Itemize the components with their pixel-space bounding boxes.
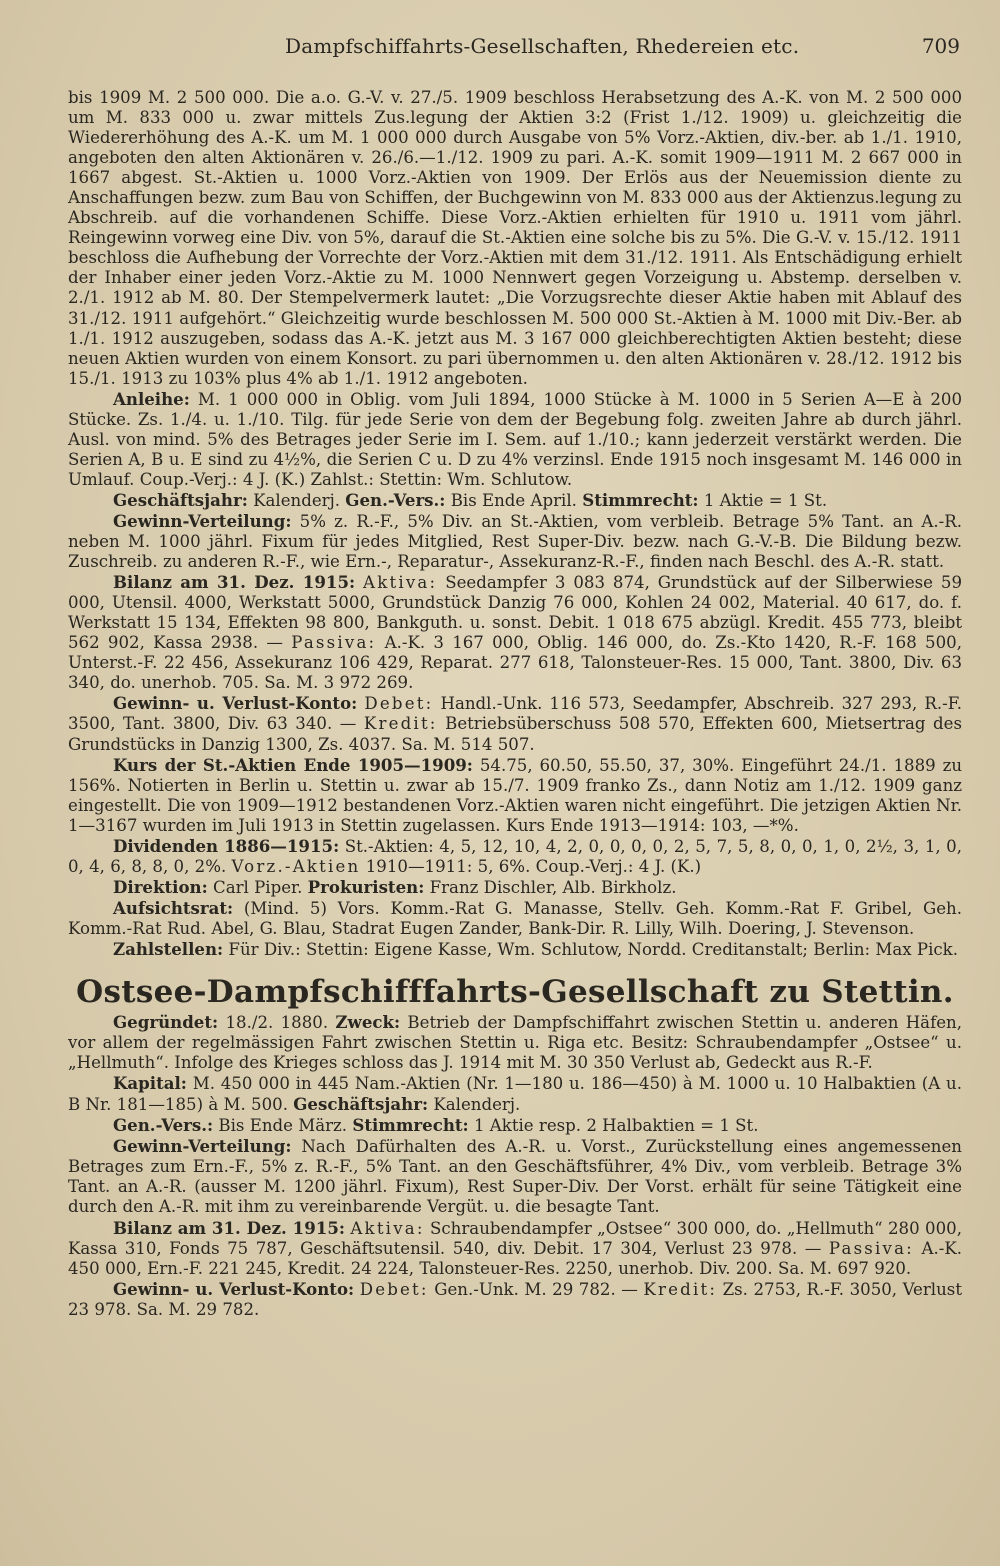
page-header [0, 34, 1000, 64]
kurs-label: Kurs der St.-Aktien Ende 1905—1909: [113, 754, 473, 775]
kapital-paragraph [68, 1073, 962, 1115]
aktiva-text: Seedampfer 3 083 874, Grundstück auf der Silberwiese 59 000, Utensil. 4000, Werkstatt 5000, Grundstück Danzig 76 000, Kohlen 24 002, Material. 40 617, do. f. Werkstatt 15 134, Effekten 98 800, Bankguth. u. sonst. Debit. 1 018 675 abzügl. Kredit. 455 773, bleibt 562 902, Kassa 2938. — [68, 573, 962, 653]
passiva-text-2: A.-K. 450 000, Ern.-F. 221 245, Kredit. 24 224, Talonsteuer-Res. 2250, unerhob. Div. 200. Sa. M. 697 920. [68, 1238, 963, 1278]
genvers-text-2: Bis Ende März. [213, 1116, 353, 1136]
dividenden-label: Dividenden 1886—1915: [113, 835, 340, 856]
dividenden-text: St.-Aktien: 4, 5, 12, 10, 4, 2, 0, 0, 0, 0, 2, 5, 7, 5, 8, 0, 0, 1, 0, 2½, 3, 1, 0, 0, 4, 6, 8, 8, 0, 2%. [68, 836, 962, 876]
aufsichtsrat-paragraph [68, 898, 962, 939]
aktiva-text-2: Schraubendampfer „Ostsee“ 300 000, do. „Hellmuth“ 280 000, Kassa 310, Fonds 75 787, Geschäftsutensil. 540, div. Debit. 17 304, Verlust 23 978. — [68, 1218, 962, 1258]
debet-label-2: Debet: [359, 1279, 429, 1299]
aufsichtsrat-text: (Mind. 5) Vors. Komm.-Rat G. Manasse, Stellv. Geh. Komm.-Rat F. Gribel, Geh. Komm.-Rat Rud. Abel, G. Blau, Stadrat Eugen Zander, Bank-Dir. R. Lilly, Wilh. Doering, J. Stevenson. [68, 898, 962, 938]
dividenden-paragraph [68, 836, 962, 877]
genvers-label-2: Gen.-Vers.: [113, 1115, 214, 1136]
aufsichtsrat-label: Aufsichtsrat: [113, 897, 234, 918]
stimmrecht-label-2: Stimmrecht: [352, 1115, 469, 1136]
stimmrecht-label: Stimmrecht: [582, 489, 699, 510]
stimmrecht-text-2: 1 Aktie resp. 2 Halbaktien = 1 St. [468, 1116, 759, 1136]
geschaeftsjahr-label-2: Geschäftsjahr: [293, 1094, 429, 1115]
zahlstellen-paragraph [68, 939, 962, 960]
vorz-aktien-label: Vorz.-Aktien [231, 856, 361, 876]
gewinn-verteilung-label-2: Gewinn-Verteilung: [113, 1136, 292, 1157]
bilanz-label: Bilanz am 31. Dez. 1915: [113, 572, 356, 593]
prokuristen-text: Franz Dischler, Alb. Birkholz. [424, 877, 677, 897]
gewinn-verteilung-label: Gewinn-Verteilung: [113, 510, 292, 531]
debet-text-2: Gen.-Unk. M. 29 782. — [428, 1279, 644, 1299]
gewinn-verteilung-text-2: Nach Dafürhalten des A.-R. u. Vorst., Zurückstellung eines angemessenen Betrages zum Ern.-F., 5% z. R.-F., 5% Tant. an den Geschäftsführer, 4% Div., vom verbleib. Betrage 3% Tant. an A.-R. (ausser M. 1200 jährl. Fixum), Rest Super-Div. Der Vorst. erhält für seine Tätigkeit eine durch den A.-R. mit ihm zu vereinbarende Vergüt. u. die besagte Tant. [68, 1137, 962, 1217]
gewinn-verteilung-paragraph [68, 511, 962, 572]
direktion-text: Carl Piper. [207, 877, 308, 897]
debet-text: Handl.-Unk. 116 573, Seedampfer, Abschreib. 327 293, R.-F. 3500, Tant. 3800, Div. 63 340. — [68, 694, 962, 734]
zahlstellen-label: Zahlstellen: [113, 938, 224, 959]
zahlstellen-text: Für Div.: Stettin: Eigene Kasse, Wm. Schlutow, Nordd. Creditanstalt; Berlin: Max Pick. [223, 939, 959, 959]
genvers-label: Gen.-Vers.: [345, 489, 446, 510]
page-number: 709 [921, 34, 960, 58]
passiva-label-2: Passiva: [828, 1238, 914, 1258]
kredit-label: Kredit: [363, 714, 438, 734]
bilanz-paragraph [68, 572, 962, 693]
kapital-label: Kapital: [113, 1073, 187, 1094]
prokuristen-label: Prokuristen: [307, 876, 425, 897]
gegruendet-label: Gegründet: [113, 1012, 219, 1033]
capital-history-paragraph: bis 1909 M. 2 500 000. Die a.o. G.-V. v. 27./5. 1909 beschloss Herabsetzung des A.-K. von M. 2 500 000 um M. 833 000 u. zwar mittels Zus.legung der Aktien 3:2 (Frist 1./12. 1909) u. gleichzeitig die Wiedererhöhung des A.-K. um M. 1 000 000 durch Ausgabe von 5% Vorz.-Aktien, div.-ber. ab 1./1. 1910, angeboten den alten Aktionären v. 26./6.—1./12. 1909 zu pari. A.-K. somit 1909—1911 M. 2 667 000 in 1667 abgest. St.-Aktien u. 1000 Vorz.-Aktien von 1909. Der Erlös aus der Neuemission diente zu Anschaffungen bezw. zum Bau von Schiffen, der Buchgewinn von M. 833 000 aus der Aktienzus.legung zu Abschreib. auf die vorhandenen Schiffe. Diese Vorz.-Aktien erhielten für 1910 u. 1911 vom jährl. Reingewinn vorweg eine Div. von 5%, darauf die St.-Aktien eine solche bis zu 5%. Die G.-V. v. 15./12. 1911 beschloss die Aufhebung der Vorrechte der Vorz.-Aktien mit dem 31./12. 1911. Als Entschädigung erhielt der Inhaber einer jeden Vorz.-Aktie zu M. 1000 Nennwert gegen Vorzeigung u. Abstemp. derselben v. 2./1. 1912 ab M. 80. Der Stempelvermerk lautet: „Die Vorzugsrechte dieser Aktie haben mit Ablauf des 31./12. 1911 aufgehört.“ Gleichzeitig wurde beschlossen M. 500 000 St.-Aktien à M. 1000 mit Div.-Ber. ab 1./1. 1912 auszugeben, sodass das A.-K. jetzt aus M. 3 167 000 gleichberechtigten Aktien besteht; diese neuen Aktien wurden von einem Konsort. zu pari übernommen u. den alten Aktionären v. 28./12. 1912 bis 15./1. 1913 zu 103% plus 4% ab 1./1. 1912 angeboten. [68, 88, 962, 388]
geschaeftsjahr-paragraph [68, 490, 962, 511]
anleihe-paragraph [68, 389, 962, 490]
kurs-paragraph [68, 755, 962, 836]
zweck-text: Betrieb der Dampfschiffahrt zwischen Stettin u. anderen Häfen, vor allem der regelmässigen Fahrt zwischen Stettin u. Riga etc. Besitz: Schraubendampfer „Ostsee“ u. „Hellmuth“. Infolge des Krieges schloss das J. 1914 mit M. 30 350 Verlust ab, Gedeckt aus R.-F. [68, 1013, 962, 1073]
passiva-text: A.-K. 3 167 000, Oblig. 146 000, do. Zs.-Kto 1420, R.-F. 168 500, Unterst.-F. 22 456, Assekuranz 106 429, Reparat. 277 618, Talonsteuer-Res. 15 000, Tant. 3800, Div. 63 340, do. unerhob. 705. Sa. M. 3 972 269. [68, 633, 963, 693]
kurs-text: 54.75, 60.50, 55.50, 37, 30%. Eingeführt 24./1. 1889 zu 156%. Notierten in Berlin u. Stettin u. zwar ab 15./7. 1909 franko Zs., dann Notiz am 1./12. 1909 ganz eingestellt. Die von 1909—1912 bestandenen Vorz.-Aktien waren nicht eingeführt. Die jetzigen Aktien Nr. 1—3167 wurden im Juli 1913 in Stettin zugelassen. Kurs Ende 1913—1914: 103, —*%. [68, 755, 963, 835]
gv-konto-label-2: Gewinn- u. Verlust-Konto: [113, 1278, 355, 1299]
page-body [68, 88, 962, 1320]
gewinn-verteilung-paragraph-2 [68, 1136, 962, 1217]
aktiva-label-2: Aktiva: [350, 1218, 425, 1238]
stimmrecht-text: 1 Aktie = 1 St. [698, 490, 828, 510]
kredit-label-2: Kredit: [643, 1279, 718, 1299]
genvers-paragraph-2 [68, 1115, 962, 1136]
passiva-label: Passiva: [291, 633, 377, 653]
gv-konto-paragraph [68, 693, 962, 754]
direktion-paragraph [68, 877, 962, 898]
geschaeftsjahr-text-2: Kalenderj. [428, 1095, 521, 1115]
gewinn-verteilung-text: 5% z. R.-F., 5% Div. an St.-Aktien, vom verbleib. Betrage 5% Tant. an A.-R. neben M. 1000 jährl. Fixum für jedes Mitglied, Rest Super-Div. bezw. nach G.-V.-B. Die Bildung bezw. Zuschreib. zu anderen R.-F., wie Ern.-, Reparatur-, Assekuranz-R.-F., finden nach Beschl. des A.-R. statt. [68, 511, 962, 572]
genvers-text: Bis Ende April. [445, 490, 583, 510]
bilanz-label-2: Bilanz am 31. Dez. 1915: [113, 1217, 345, 1238]
vorz-aktien-text: 1910—1911: 5, 6%. Coup.-Verj.: 4 J. (K.) [360, 856, 702, 876]
zweck-label: Zweck: [335, 1012, 401, 1033]
gv-konto-paragraph-2 [68, 1279, 962, 1320]
anleihe-text: M. 1 000 000 in Oblig. vom Juli 1894, 1000 Stücke à M. 1000 in 5 Serien A—E à 200 Stücke. Zs. 1./4. u. 1./10. Tilg. für jede Serie von dem der Begebung folg. zweiten Jahre ab durch jährl. Ausl. von mind. 5% des Betrages jeder Serie im I. Sem. auf 1./10.; kann jederzeit verstärkt werden. Die Serien A, B u. E sind zu 4½%, die Serien C u. D zu 4% verzinsl. Ende 1915 noch insgesamt M. 146 000 in Umlauf. Coup.-Verj.: 4 J. (K.) Zahlst.: Stettin: Wm. Schlutow. [68, 389, 962, 489]
gv-konto-label: Gewinn- u. Verlust-Konto: [113, 693, 358, 714]
aktiva-label: Aktiva: [363, 573, 438, 593]
kredit-text-2: Zs. 2753, R.-F. 3050, Verlust 23 978. Sa. M. 29 782. [68, 1279, 962, 1319]
direktion-label: Direktion: [113, 876, 208, 897]
geschaeftsjahr-label: Geschäftsjahr: [113, 489, 248, 510]
company-heading: Ostsee-Dampfschifffahrts-Gesellschaft zu Stettin. [76, 974, 954, 1011]
geschaeftsjahr-text: Kalenderj. [247, 490, 346, 510]
anleihe-label: Anleihe: [113, 388, 190, 409]
kredit-text: Betriebsüberschuss 508 570, Effekten 600, Mietsertrag des Grundstücks in Danzig 1300, Zs. 4037. Sa. M. 514 507. [68, 714, 962, 754]
gegruendet-paragraph [68, 1012, 962, 1073]
debet-label: Debet: [364, 694, 434, 714]
bilanz-paragraph-2 [68, 1218, 962, 1279]
running-title: Dampfschiffahrts-Gesellschaften, Rhedereien etc. [285, 34, 800, 58]
gegruendet-text: 18./2. 1880. [218, 1013, 336, 1033]
kapital-text: M. 450 000 in 445 Nam.-Aktien (Nr. 1—180 u. 186—450) à M. 1000 u. 10 Halbaktien (A u. B Nr. 181—185) à M. 500. [68, 1074, 962, 1115]
